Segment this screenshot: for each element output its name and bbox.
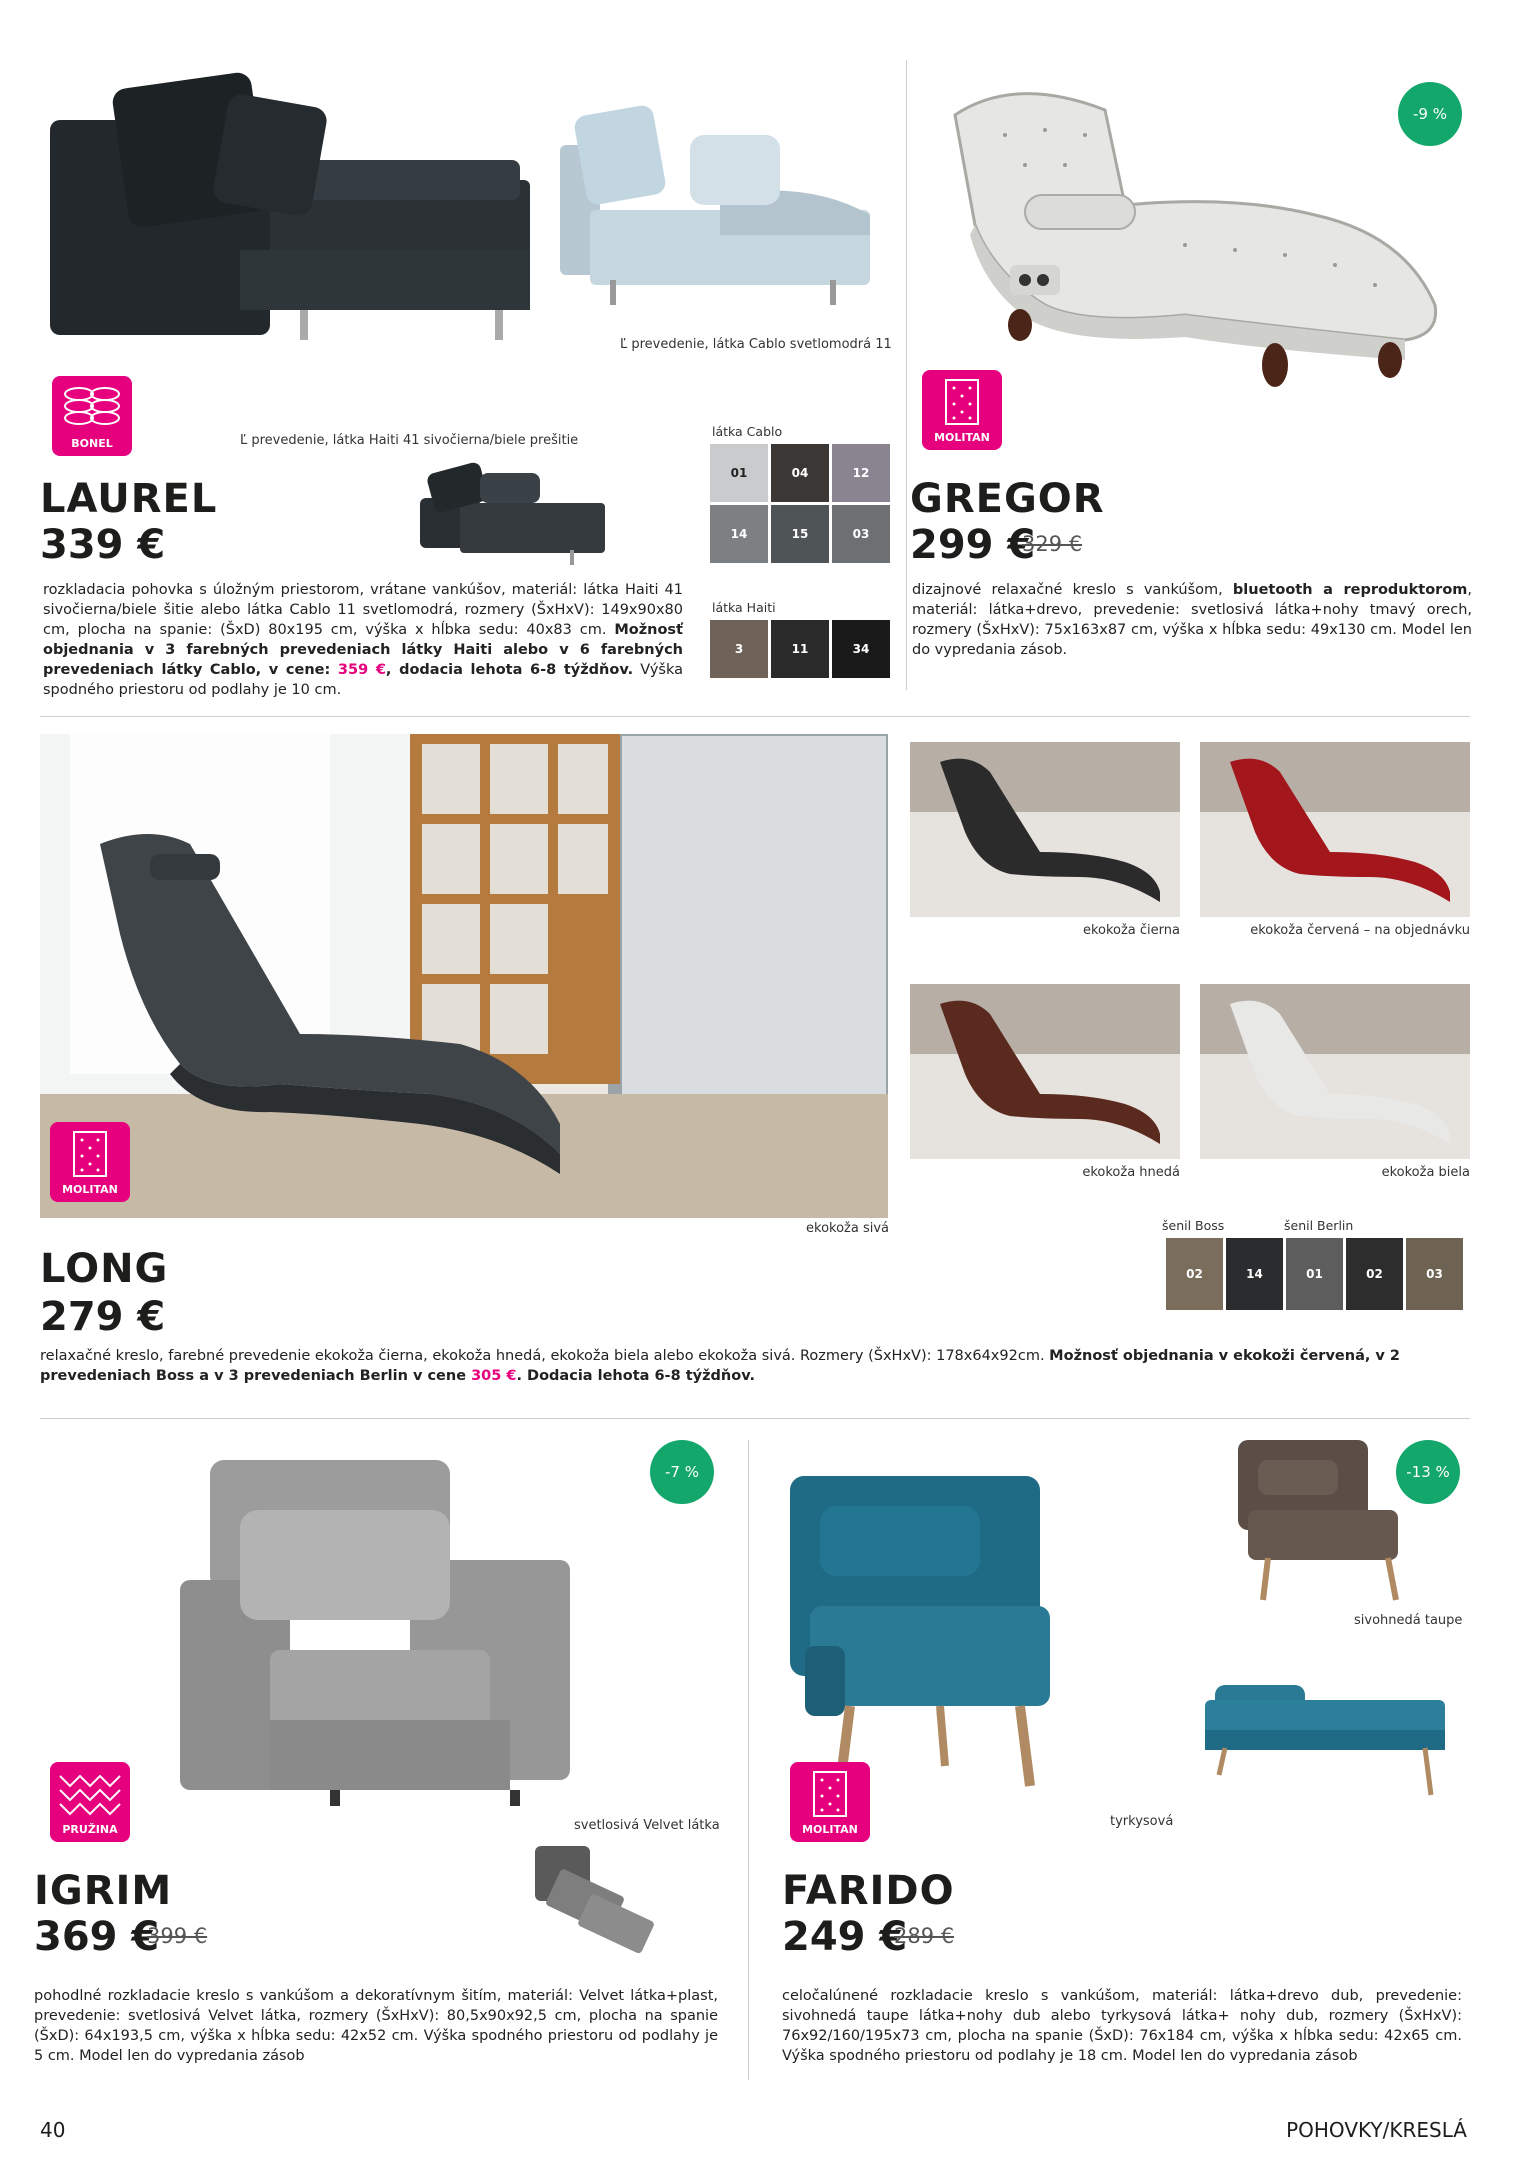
- molitan-badge: [790, 1762, 870, 1842]
- long-variant-photo: [1200, 742, 1470, 917]
- long-main-photo: [40, 734, 888, 1218]
- long-desc-bold: Možnosť objednania v ekokoži červená, v 2 prevedeniach Boss a v 3 prevedeniach Berlin v cene: [40, 1348, 1400, 1384]
- gregor-old-price: 329 €: [1022, 532, 1083, 556]
- fabric-swatch: 02: [1346, 1238, 1403, 1310]
- long-name: LONG: [40, 1246, 169, 1292]
- farido-alt-caption: sivohnedá taupe: [1354, 1613, 1463, 1628]
- foam-icon: [50, 1126, 130, 1186]
- long-variant-photo: [910, 742, 1180, 917]
- igrim-description: pohodlné rozkladacie kreslo s vankúšom a dekoratívnym šitím, materiál: Velvet látka+plast, prevedenie: svetlosivá Velvet látka, rozmery (ŠxHxV): 80,5x90x92,5 cm, plocha na spanie (ŠxD): 64x193,5 cm, výška x hĺbka sedu: 42x52 cm. Výška spodného priestoru od podlahy je 5 cm. Model len do vypredania zásob: [34, 1988, 718, 2064]
- spring-coils-icon: [52, 380, 132, 440]
- igrim-price: 369 €: [34, 1914, 160, 1960]
- fabric-swatch: 14: [1226, 1238, 1283, 1310]
- igrim-old-price: 399 €: [147, 1924, 208, 1948]
- igrim-photo: [180, 1450, 580, 1830]
- farido-main-caption: tyrkysová: [1110, 1814, 1174, 1829]
- page-number: 40: [40, 2118, 66, 2142]
- spring-grid-icon: [50, 1766, 130, 1826]
- long-desc-text: relaxačné kreslo, farebné prevedenie ekokoža čierna, ekokoža hnedá, ekokoža biela alebo ekokoža sivá. Rozmery (ŠxHxV): 178x64x92cm.: [40, 1348, 1050, 1364]
- long-desc-bold2: . Dodacia lehota 6-8 týždňov.: [516, 1368, 755, 1384]
- laurel-price: 339 €: [40, 522, 166, 568]
- pruzina-badge: [50, 1762, 130, 1842]
- laurel-description: [43, 580, 683, 700]
- variant-illustration: [1200, 984, 1470, 1159]
- badge-label: PRUŽINA: [62, 1823, 118, 1836]
- laurel-name: LAUREL: [40, 476, 218, 522]
- long-desc-price: 305 €: [471, 1368, 517, 1384]
- section-divider-1: [40, 716, 1470, 717]
- long-variant-caption: ekokoža červená – na objednávku: [1250, 923, 1470, 938]
- fabric-swatch: 04: [771, 444, 829, 502]
- fabric-swatch: 14: [710, 505, 768, 563]
- laurel-light-caption: Ľ prevedenie, látka Cablo svetlomodrá 11: [620, 337, 892, 352]
- farido-photo: [780, 1466, 1180, 1796]
- fabric-swatch: 03: [832, 505, 890, 563]
- variant-illustration: [910, 984, 1180, 1159]
- long-description: [40, 1346, 1470, 1386]
- fabric-swatch: 12: [832, 444, 890, 502]
- igrim-name: IGRIM: [34, 1868, 173, 1914]
- badge-label: MOLITAN: [62, 1183, 118, 1196]
- laurel-dark-photo: [40, 60, 540, 360]
- gregor-description: [912, 580, 1472, 660]
- gregor-price: 299 €: [910, 522, 1036, 568]
- berlin-swatch-label: šenil Berlin: [1284, 1218, 1354, 1233]
- long-price: 279 €: [40, 1294, 166, 1340]
- fabric-swatch: 01: [710, 444, 768, 502]
- top-vertical-divider: [906, 60, 907, 690]
- section-divider-2: [40, 1418, 1470, 1419]
- fabric-swatch: 3: [710, 620, 768, 678]
- long-main-caption: ekokoža sivá: [806, 1221, 890, 1236]
- badge-label: MOLITAN: [934, 431, 990, 444]
- farido-discount-badge: -13 %: [1396, 1440, 1460, 1504]
- farido-name: FARIDO: [782, 1868, 955, 1914]
- fabric-swatch: 03: [1406, 1238, 1463, 1310]
- foam-icon: [790, 1766, 870, 1826]
- fabric-swatch: 34: [832, 620, 890, 678]
- long-variant-photo: [910, 984, 1180, 1159]
- fabric-swatch: 02: [1166, 1238, 1223, 1310]
- long-variant-photo: [1200, 984, 1470, 1159]
- laurel-light-photo: [550, 100, 880, 315]
- bottom-vertical-divider: [748, 1440, 749, 2080]
- variant-illustration: [1200, 742, 1470, 917]
- fabric-swatch: 01: [1286, 1238, 1343, 1310]
- laurel-desc-text: rozkladacia pohovka s úložným priestorom, vrátane vankúšov, materiál: látka Haiti 41 sivočierna/biele šitie alebo látka Cablo 11 svetlomodrá, rozmery (ŠxHxV): 149x90x80 cm, plocha na spanie: (ŠxD) 80x195 cm, výška x hĺbka sedu: 40x83 cm.: [43, 582, 683, 638]
- laurel-desc-bold2: , dodacia lehota 6-8 týždňov.: [385, 662, 634, 678]
- gregor-desc-bold: bluetooth a reproduktorom: [1232, 582, 1468, 598]
- farido-price: 249 €: [782, 1914, 908, 1960]
- gregor-discount-badge: -9 %: [1398, 82, 1462, 146]
- farido-old-price: 289 €: [894, 1924, 955, 1948]
- badge-label: BONEL: [71, 437, 113, 450]
- foam-icon: [922, 374, 1002, 434]
- long-variant-caption: ekokoža biela: [1381, 1165, 1470, 1180]
- laurel-desc-bold: Možnosť objednania v 3 farebných prevedeniach látky Haiti alebo v 6 farebných prevedeniach látky Cablo, v cene:: [43, 622, 683, 678]
- badge-label: MOLITAN: [802, 1823, 858, 1836]
- gregor-desc-text: dizajnové relaxačné kreslo s vankúšom,: [912, 582, 1233, 598]
- long-variant-caption: ekokoža hnedá: [1082, 1165, 1180, 1180]
- long-variant-caption: ekokoža čierna: [1082, 923, 1180, 938]
- gregor-desc-text2: , materiál: látka+drevo, prevedenie: svetlosivá látka+nohy tmavý orech, rozmery (ŠxHxV): 75x163x87 cm, výška x hĺbka sedu: 49x130 cm. Model len do vypredania zásob.: [912, 582, 1473, 658]
- laurel-desc-price: 359 €: [337, 662, 386, 678]
- fabric-swatch: 15: [771, 505, 829, 563]
- farido-description: celočalúnené rozkladacie kreslo s vankúšom, materiál: látka+drevo dub, prevedenie: sivohnedá taupe látka+nohy dub alebo tyrkysová látka+ nohy dub, rozmery (ŠxHxV): 76x92/160/195x73 cm, plocha na spanie (ŠxD): 76x184 cm, výška x hĺbka sedu: 42x65 cm. Výška spodného priestoru od podlahy je 18 cm. Model len do vypredania zásob: [782, 1988, 1462, 2064]
- molitan-badge: [50, 1122, 130, 1202]
- laurel-desc-text2: Výška spodného priestoru od podlahy je 10 cm.: [43, 662, 684, 698]
- igrim-caption: svetlosivá Velvet látka: [574, 1818, 720, 1833]
- igrim-discount-badge: -7 %: [650, 1440, 714, 1504]
- gregor-photo: [935, 75, 1455, 445]
- laurel-bed-photo: [410, 458, 610, 568]
- molitan-badge: [922, 370, 1002, 450]
- bonel-badge: [52, 376, 132, 456]
- variant-illustration: [910, 742, 1180, 917]
- haiti-swatch-label: látka Haiti: [712, 600, 776, 615]
- farido-bed-photo: [1195, 1660, 1460, 1800]
- igrim-bed-photo: [530, 1836, 660, 1961]
- boss-swatch-label: šenil Boss: [1162, 1218, 1225, 1233]
- laurel-dark-caption: Ľ prevedenie, látka Haiti 41 sivočierna/biele prešitie: [240, 433, 579, 448]
- gregor-name: GREGOR: [910, 476, 1105, 522]
- fabric-swatch: 11: [771, 620, 829, 678]
- cablo-swatch-label: látka Cablo: [712, 424, 783, 439]
- section-title: POHOVKY/KRESLÁ: [1286, 2118, 1467, 2142]
